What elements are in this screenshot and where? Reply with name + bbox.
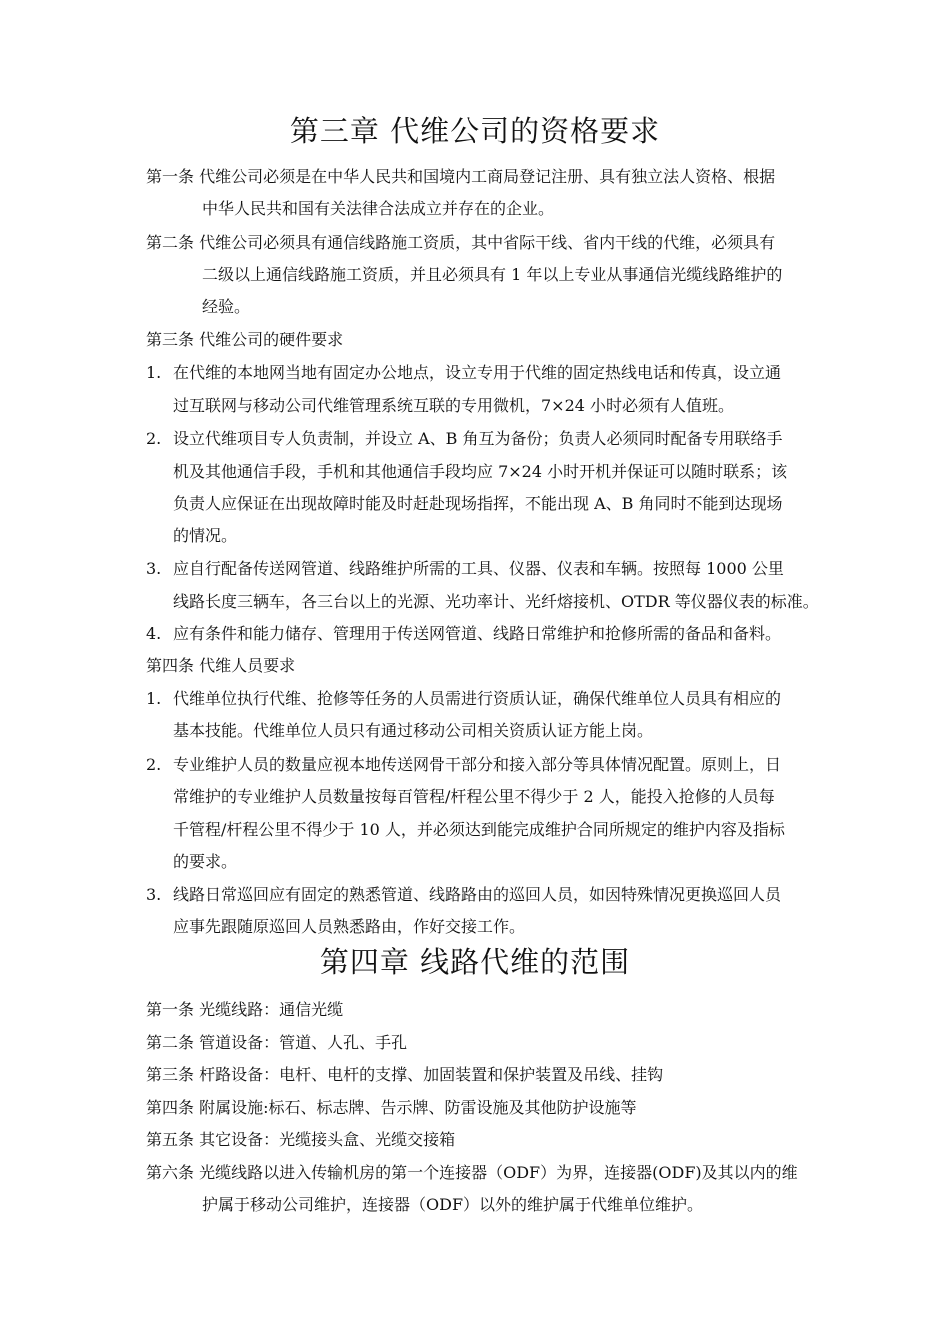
chapter-4-title: 第四章 线路代维的范围 bbox=[319, 945, 631, 979]
item-number: 1. bbox=[146, 689, 162, 708]
hardware-item-2-line-3: 负责人应保证在出现故障时能及时赶赴现场指挥，不能出现 A、B 角同时不能到达现场 bbox=[173, 494, 783, 513]
staff-item-3-line-2: 应事先跟随原巡回人员熟悉路由，作好交接工作。 bbox=[173, 917, 526, 936]
item-text: 应有条件和能力储存、管理用于传送网管道、线路日常维护和抢修所需的备品和备料。 bbox=[173, 624, 782, 643]
scope-article-3: 第三条 杆路设备：电杆、电杆的支撑、加固装置和保护装置及吊线、挂钩 bbox=[146, 1065, 664, 1084]
staff-item-2-line-3: 千管程/杆程公里不得少于 10 人，并必须达到能完成维护合同所规定的维护内容及指标 bbox=[173, 820, 785, 839]
item-number: 3. bbox=[146, 885, 162, 904]
item-number: 2. bbox=[146, 755, 162, 774]
item-number: 1. bbox=[146, 363, 162, 382]
article-1-line-1: 第一条 代维公司必须是在中华人民共和国境内工商局登记注册、具有独立法人资格、根据 bbox=[146, 167, 776, 186]
item-number: 2. bbox=[146, 429, 162, 448]
article-3-heading: 第三条 代维公司的硬件要求 bbox=[146, 330, 344, 349]
staff-item-1-line-2: 基本技能。代维单位人员只有通过移动公司相关资质认证方能上岗。 bbox=[173, 721, 654, 740]
item-text: 在代维的本地网当地有固定办公地点，设立专用于代维的固定热线电话和传真，设立通 bbox=[173, 363, 782, 382]
article-2-line-3: 经验。 bbox=[202, 297, 251, 316]
hardware-item-2-line-1 bbox=[146, 429, 783, 449]
scope-article-2: 第二条 管道设备：管道、人孔、手孔 bbox=[146, 1033, 408, 1052]
article-1-line-2: 中华人民共和国有关法律合法成立并存在的企业。 bbox=[202, 199, 555, 218]
hardware-item-4-line-1 bbox=[146, 624, 781, 644]
hardware-item-1-line-2: 过互联网与移动公司代维管理系统互联的专用微机，7×24 小时必须有人值班。 bbox=[173, 396, 735, 415]
staff-item-2-line-2: 常维护的专业维护人员数量按每百管程/杆程公里不得少于 2 人，能投入抢修的人员每 bbox=[173, 787, 775, 806]
item-number: 3. bbox=[146, 559, 162, 578]
hardware-item-3-line-1 bbox=[146, 559, 784, 579]
article-2-line-2: 二级以上通信线路施工资质，并且必须具有 1 年以上专业从事通信光缆线路维护的 bbox=[202, 265, 783, 284]
scope-article-6-line-1: 第六条 光缆线路以进入传输机房的第一个连接器（ODF）为界，连接器(ODF)及其以内的维 bbox=[146, 1163, 798, 1182]
staff-item-2-line-1 bbox=[146, 755, 781, 775]
item-text: 代维单位执行代维、抢修等任务的人员需进行资质认证，确保代维单位人员具有相应的 bbox=[173, 689, 782, 708]
chapter-3-title: 第三章 代维公司的资格要求 bbox=[289, 114, 661, 148]
scope-article-4: 第四条 附属设施:标石、标志牌、告示牌、防雷设施及其他防护设施等 bbox=[146, 1098, 637, 1117]
item-text: 线路日常巡回应有固定的熟悉管道、线路路由的巡回人员，如因特殊情况更换巡回人员 bbox=[173, 885, 782, 904]
article-4-heading: 第四条 代维人员要求 bbox=[146, 656, 296, 675]
hardware-item-2-line-4: 的情况。 bbox=[173, 526, 238, 545]
item-number: 4. bbox=[146, 624, 162, 643]
scope-article-6-line-2: 护属于移动公司维护，连接器（ODF）以外的维护属于代维单位维护。 bbox=[202, 1195, 704, 1214]
hardware-item-2-line-2: 机及其他通信手段，手机和其他通信手段均应 7×24 小时开机并保证可以随时联系；该 bbox=[173, 462, 788, 481]
scope-article-1: 第一条 光缆线路：通信光缆 bbox=[146, 1000, 344, 1019]
item-text: 应自行配备传送网管道、线路维护所需的工具、仪器、仪表和车辆。按照每 1000 公里 bbox=[173, 559, 784, 578]
item-text: 设立代维项目专人负责制，并设立 A、B 角互为备份；负责人必须同时配备专用联络手 bbox=[173, 429, 783, 448]
item-text: 专业维护人员的数量应视本地传送网骨干部分和接入部分等具体情况配置。原则上，日 bbox=[173, 755, 782, 774]
hardware-item-1-line-1 bbox=[146, 363, 781, 383]
staff-item-3-line-1 bbox=[146, 885, 781, 905]
article-2-line-1: 第二条 代维公司必须具有通信线路施工资质，其中省际干线、省内干线的代维，必须具有 bbox=[146, 233, 776, 252]
staff-item-2-line-4: 的要求。 bbox=[173, 852, 238, 871]
hardware-item-3-line-2: 线路长度三辆车，各三台以上的光源、光功率计、光纤熔接机、OTDR 等仪器仪表的标准。 bbox=[173, 592, 819, 611]
staff-item-1-line-1 bbox=[146, 689, 781, 709]
scope-article-5: 第五条 其它设备：光缆接头盒、光缆交接箱 bbox=[146, 1130, 456, 1149]
